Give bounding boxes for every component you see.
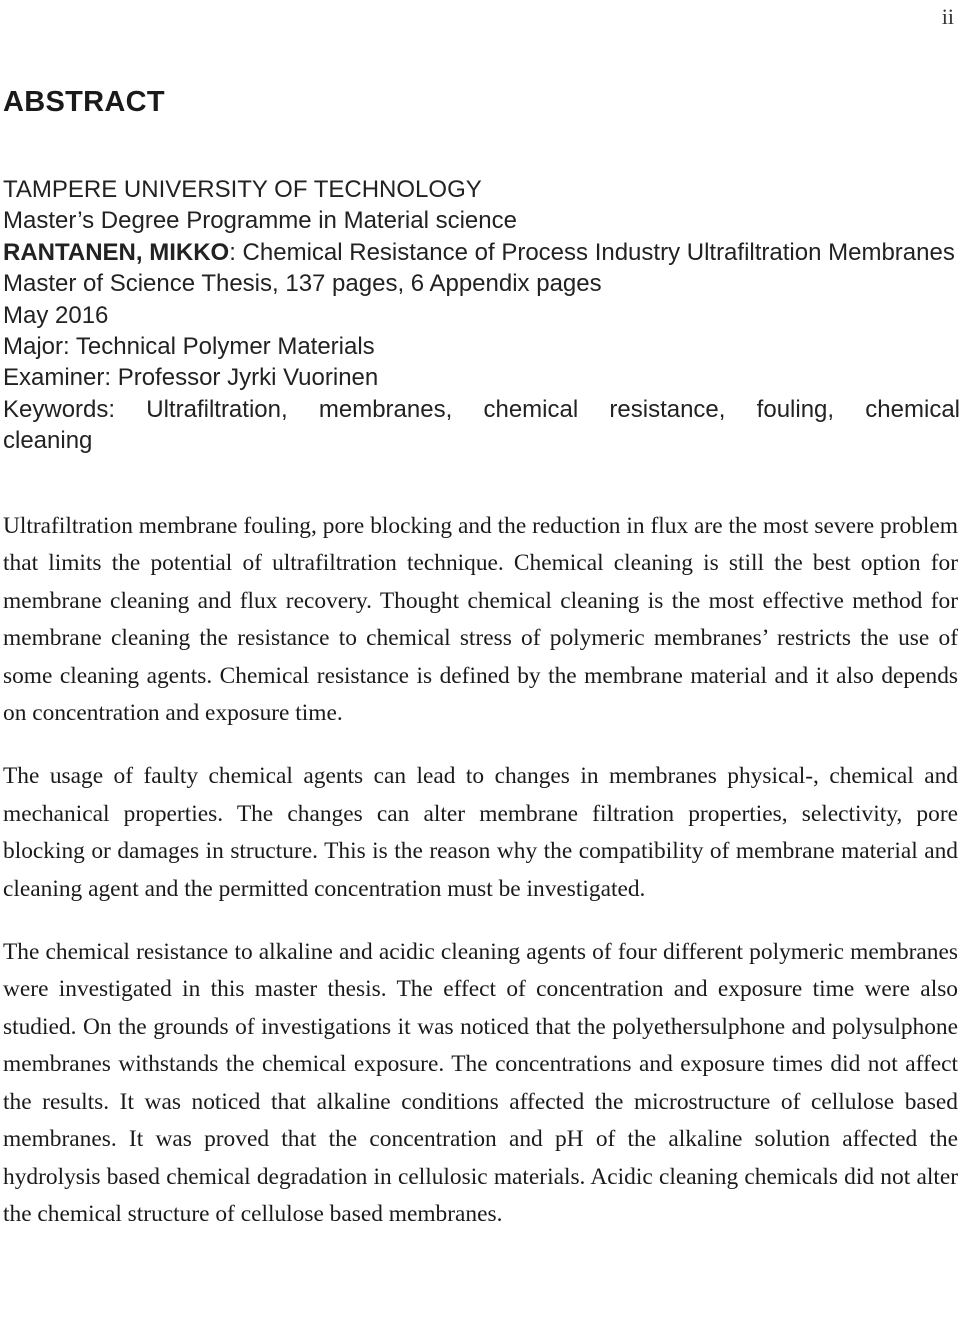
- thesis-metadata: [3, 174, 960, 457]
- abstract-paragraph-3: The chemical resistance to alkaline and acidic cleaning agents of four different polymeric membranes were investigated in this master thesis. The effect of concentration and exposure time were also studied. On the grounds of investigations it was noticed that the polyethersulphone and polysulphone membranes withstands the chemical exposure. The concentrations and exposure times did not affect the results. It was noticed that alkaline conditions affected the microstructure of cellulose based membranes. It was proved that the concentration and pH of the alkaline solution affected the hydrolysis based chemical degradation in cellulosic materials. Acidic cleaning chemicals did not alter the chemical structure of cellulose based membranes.: [3, 939, 958, 1227]
- keywords-line-1: Keywords: Ultrafiltration, membranes, chemical resistance, fouling, chemical: [3, 395, 960, 423]
- examiner: Examiner: Professor Jyrki Vuorinen: [3, 364, 379, 392]
- author-name: RANTANEN, MIKKO: [3, 238, 230, 266]
- major: Major: Technical Polymer Materials: [3, 333, 375, 361]
- thesis-title: : Chemical Resistance of Process Industry Ultrafiltration Membranes: [229, 238, 955, 266]
- keywords: [3, 394, 960, 457]
- abstract-paragraph-2: The usage of faulty chemical agents can lead to changes in membranes physical-, chemical and mechanical properties. The changes can alter membrane filtration properties, selectivity, pore blocking or damages in structure. This is the reason why the compatibility of membrane material and cleaning agent and the permitted concentration must be investigated.: [3, 763, 958, 902]
- abstract-heading: ABSTRACT: [3, 86, 165, 118]
- author-and-title: [3, 237, 960, 268]
- thesis-date: May 2016: [3, 301, 109, 329]
- degree-programme: Master’s Degree Programme in Material science: [3, 207, 517, 235]
- university-name: TAMPERE UNIVERSITY OF TECHNOLOGY: [3, 176, 482, 203]
- abstract-paragraph-1: Ultrafiltration membrane fouling, pore blocking and the reduction in flux are the most severe problem that limits the potential of ultrafiltration technique. Chemical cleaning is still the best option for membrane cleaning and flux recovery. Thought chemical cleaning is the most effective method for membrane cleaning the resistance to chemical stress of polymeric membranes’ restricts the use of some cleaning agents. Chemical resistance is defined by the membrane material and it also depends on concentration and exposure time.: [3, 513, 958, 727]
- thesis-info: Master of Science Thesis, 137 pages, 6 Appendix pages: [3, 270, 602, 298]
- abstract-body: [3, 508, 958, 1259]
- keywords-line-2: cleaning: [3, 427, 93, 455]
- page-number: ii: [941, 4, 954, 29]
